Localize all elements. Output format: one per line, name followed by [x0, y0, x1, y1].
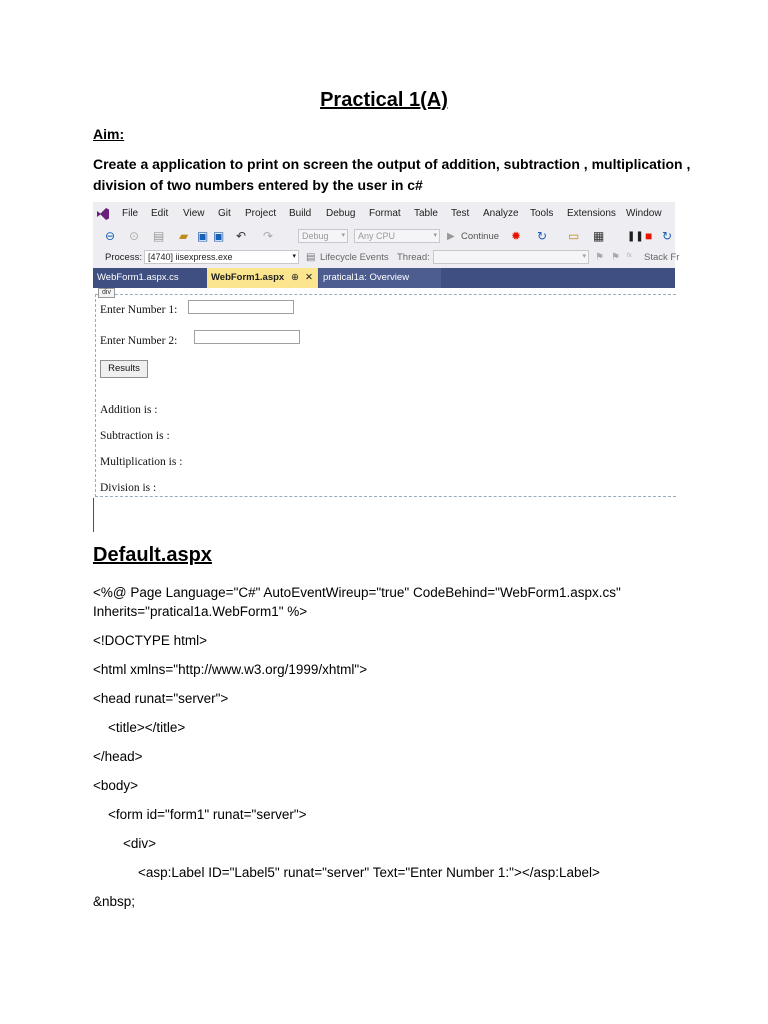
menu-item-debug[interactable]: Debug	[326, 208, 356, 219]
chevron-down-icon: ▾	[433, 232, 437, 239]
configuration-dropdown[interactable]: Debug ▾	[298, 229, 348, 243]
code-line: <div>	[93, 836, 157, 851]
thread-label: Thread:	[397, 252, 430, 263]
stop-icon[interactable]: ■	[645, 229, 653, 243]
tab-webform1-aspx-cs[interactable]: WebForm1.aspx.cs	[97, 272, 179, 283]
menu-item-project[interactable]: Project	[245, 208, 277, 219]
stack-frame-label: Stack Fr	[644, 252, 680, 263]
forward-icon[interactable]: ⊙	[129, 229, 140, 243]
continue-button[interactable]: Continue	[461, 231, 500, 242]
lifecycle-icon: ▤	[306, 252, 316, 263]
menu-item-edit[interactable]: Edit	[151, 208, 169, 219]
process-dropdown[interactable]: [4740] iisexpress.exe ▾	[144, 250, 299, 264]
menu-item-build[interactable]: Build	[289, 208, 312, 219]
code-line: <head runat="server">	[93, 691, 229, 706]
code-line: </head>	[93, 749, 143, 764]
lifecycle-events-button[interactable]: Lifecycle Events	[320, 252, 389, 263]
design-surface	[93, 288, 675, 532]
process-bar	[93, 248, 680, 268]
code-line: Inherits="pratical1a.WebForm1" %>	[93, 604, 308, 619]
code-line: <!DOCTYPE html>	[93, 633, 208, 648]
code-line: &nbsp;	[93, 894, 136, 909]
ide-screenshot	[93, 202, 680, 532]
code-line: <asp:Label ID="Label5" runat="server" Text="Enter Number 1:"></asp:Label>	[93, 865, 600, 880]
stack-frame-icon: fx	[627, 253, 632, 259]
number-2-textbox[interactable]	[194, 330, 300, 344]
close-icon[interactable]: ✕	[305, 272, 313, 283]
multiplication-label: Multiplication is :	[100, 456, 183, 468]
pin-icon[interactable]: ⊕	[291, 272, 299, 283]
label-number-1: Enter Number 1:	[100, 304, 178, 316]
number-1-textbox[interactable]	[188, 300, 294, 314]
menu-item-tools[interactable]: Tools	[530, 208, 554, 219]
menu-item-analyze[interactable]: Analyze	[483, 208, 519, 219]
menu-item-git[interactable]: Git	[218, 208, 231, 219]
code-line: <html xmlns="http://www.w3.org/1999/xhtml">	[93, 662, 368, 677]
flag-icon[interactable]: ⚑	[595, 252, 604, 263]
code-line: <%@ Page Language="C#" AutoEventWireup="true" CodeBehind="WebForm1.aspx.cs"	[93, 585, 621, 600]
addition-label: Addition is :	[100, 404, 158, 416]
process-label: Process:	[105, 252, 142, 263]
play-icon[interactable]: ▶	[447, 231, 455, 242]
code-line: <title></title>	[93, 720, 186, 735]
flag-icon[interactable]: ⚑	[611, 252, 620, 263]
menu-item-test[interactable]: Test	[451, 208, 470, 219]
open-file-icon[interactable]: ▰	[179, 229, 189, 243]
thread-dropdown[interactable]	[433, 250, 589, 264]
toolbar	[93, 226, 675, 248]
save-all-icon[interactable]: ▣	[213, 229, 225, 243]
new-project-icon[interactable]: ▤	[153, 229, 165, 243]
tab-webform1-aspx[interactable]: WebForm1.aspx ⊕ ✕	[207, 268, 318, 288]
document-tab-bar	[93, 268, 675, 288]
restart-icon[interactable]: ↻	[662, 229, 673, 243]
menu-item-window[interactable]: Window	[626, 208, 662, 219]
menu-item-format[interactable]: Format	[369, 208, 401, 219]
subtraction-label: Subtraction is :	[100, 430, 170, 442]
menu-bar	[93, 202, 675, 226]
undo-icon[interactable]: ↶	[236, 229, 247, 243]
division-label: Division is :	[100, 482, 157, 494]
designer-left-border	[93, 498, 94, 532]
code-line: <body>	[93, 778, 139, 793]
section-heading: Default.aspx	[93, 544, 212, 566]
menu-item-file[interactable]: File	[122, 208, 139, 219]
div-tag-label: div	[98, 288, 115, 298]
chevron-down-icon: ▾	[582, 253, 586, 260]
menu-item-view[interactable]: View	[183, 208, 205, 219]
tab-pratical1a-overview[interactable]: pratical1a: Overview	[319, 268, 441, 288]
results-button[interactable]: Results	[100, 360, 148, 378]
aim-text: Create a application to print on screen the output of addition, subtraction , multiplication , division of two numbers entered by the user in c#	[93, 156, 691, 193]
save-icon[interactable]: ▣	[197, 229, 209, 243]
page-title: Practical 1(A)	[320, 89, 448, 111]
menu-item-table[interactable]: Table	[414, 208, 438, 219]
chevron-down-icon: ▾	[341, 232, 345, 239]
aim-label: Aim:	[93, 126, 125, 142]
menu-item-extensions[interactable]: Extensions	[567, 208, 616, 219]
visual-studio-logo-icon	[96, 207, 110, 221]
folder-icon[interactable]: ▭	[568, 229, 580, 243]
platform-dropdown[interactable]: Any CPU ▾	[354, 229, 440, 243]
refresh-icon[interactable]: ↻	[537, 229, 548, 243]
label-number-2: Enter Number 2:	[100, 335, 178, 347]
redo-icon[interactable]: ↷	[263, 229, 274, 243]
pause-icon[interactable]: ❚❚	[627, 231, 644, 242]
debug-target-icon[interactable]: ✹	[511, 229, 522, 243]
browser-icon[interactable]: ▦	[593, 229, 605, 243]
back-icon[interactable]: ⊖	[105, 229, 116, 243]
code-line: <form id="form1" runat="server">	[93, 807, 307, 822]
chevron-down-icon: ▾	[292, 253, 296, 260]
